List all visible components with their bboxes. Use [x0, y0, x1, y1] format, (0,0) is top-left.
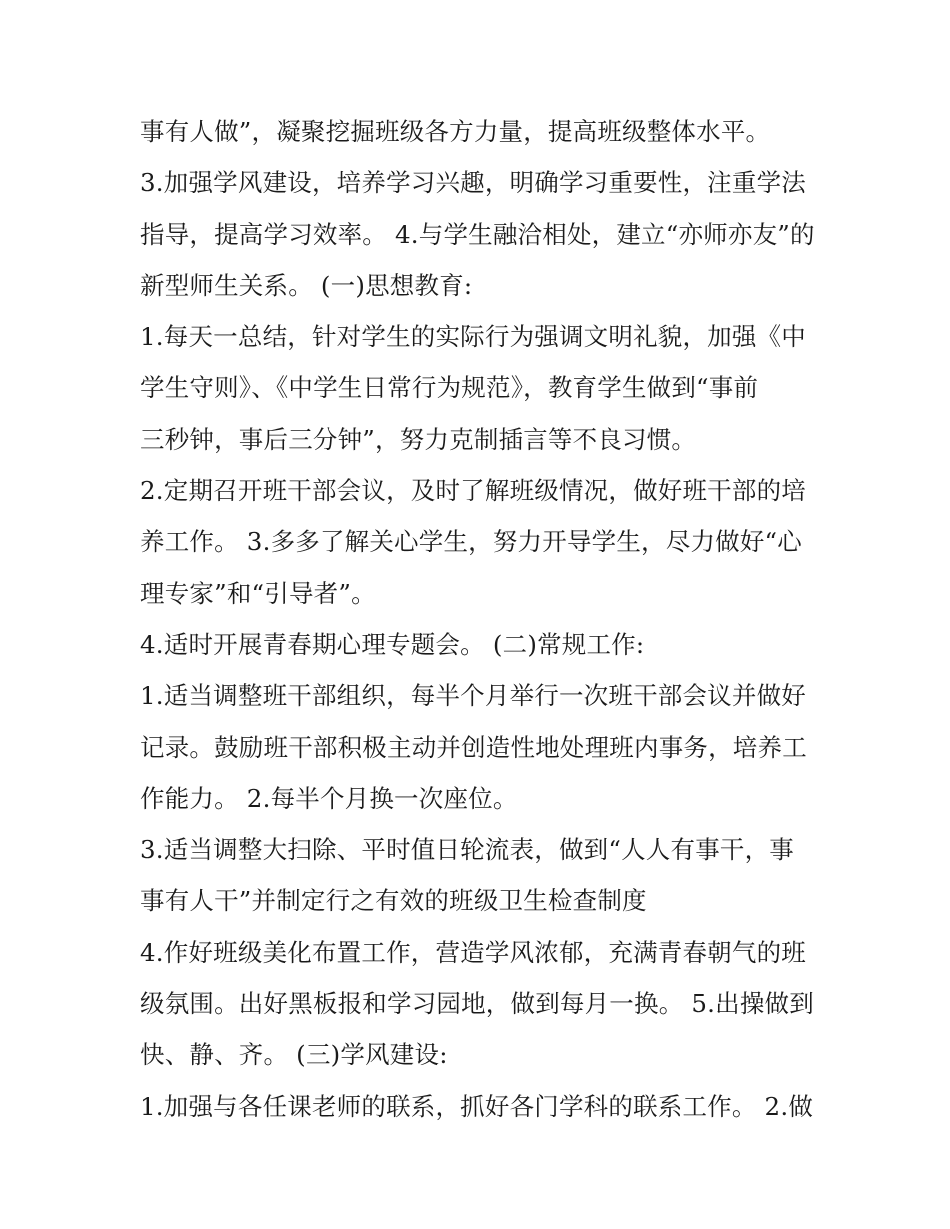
text-line: 记录。鼓励班干部积极主动并创造性地处理班内事务，培养工	[140, 732, 807, 762]
text-line: 2.定期召开班干部会议，及时了解班级情况，做好班干部的培	[140, 476, 806, 506]
text-line: 1.每天一总结，针对学生的实际行为强调文明礼貌，加强《中	[140, 322, 806, 352]
text-line: 事有人干”并制定行之有效的班级卫生检查制度	[140, 886, 647, 916]
text-line: 学生守则》、《中学生日常行为规范》，教育学生做到“事前	[140, 373, 759, 403]
text-line: 养工作。 3.多多了解关心学生，努力开导学生，尽力做好“心	[140, 527, 802, 557]
text-line: 作能力。 2.每半个月换一次座位。	[140, 783, 518, 813]
text-line: 快、静、齐。 (三)学风建设:	[140, 1040, 448, 1070]
text-line: 1.适当调整班干部组织，每半个月举行一次班干部会议并做好	[140, 681, 806, 711]
text-line: 新型师生关系。 (一)思想教育:	[140, 270, 473, 300]
text-line: 3.适当调整大扫除、平时值日轮流表，做到“人人有事干，事	[140, 835, 794, 865]
text-line: 3.加强学风建设，培养学习兴趣，明确学习重要性，注重学法	[140, 168, 806, 198]
text-line: 1.加强与各任课老师的联系，抓好各门学科的联系工作。 2.做	[140, 1091, 814, 1121]
text-line: 指导，提高学习效率。 4.与学生融洽相处，建立“亦师亦友”的	[140, 219, 815, 249]
text-line: 事有人做”，凝聚挖掘班级各方力量，提高班级整体水平。	[140, 117, 771, 146]
text-line: 三秒钟，事后三分钟”，努力克制插言等不良习惯。	[140, 424, 697, 454]
text-line: 理专家”和“引导者”。	[140, 578, 376, 608]
text-line: 4.适时开展青春期心理专题会。 (二)常规工作:	[140, 629, 645, 659]
document-body	[140, 106, 820, 1132]
text-line: 4.作好班级美化布置工作，营造学风浓郁，充满青春朝气的班	[140, 937, 806, 967]
text-line: 级氛围。出好黑板报和学习园地，做到每月一换。 5.出操做到	[140, 989, 814, 1019]
